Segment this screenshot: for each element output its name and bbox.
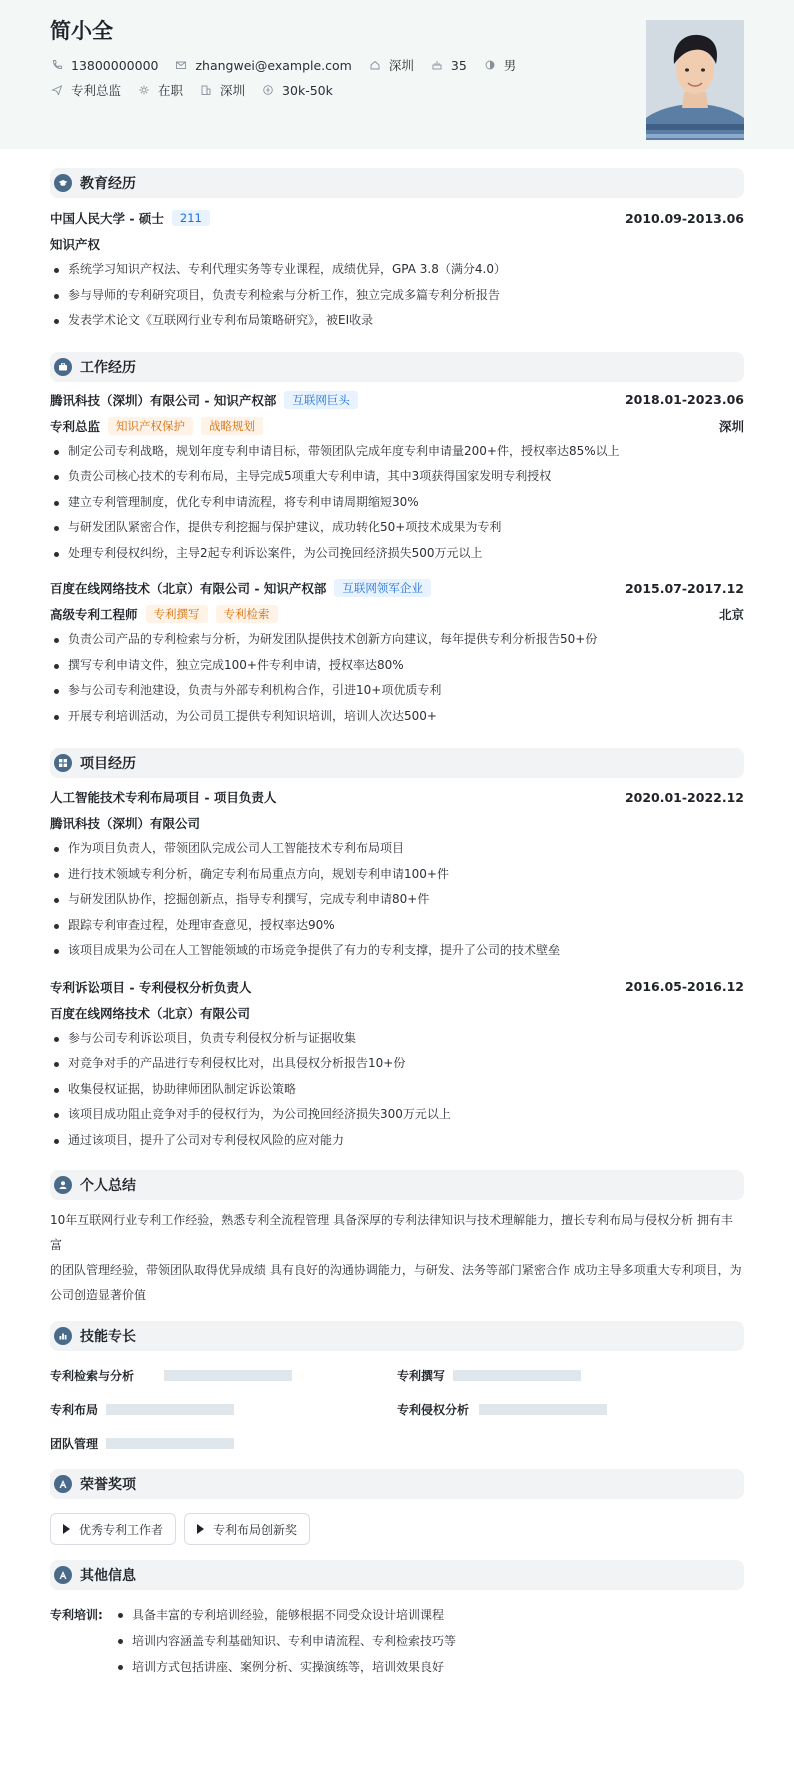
list-item: 对竞争对手的产品进行专利侵权比对，出具侵权分析报告10+份 [50,1051,744,1077]
avatar-photo [646,20,744,140]
gender-item [483,56,517,74]
award-chip [50,1513,176,1545]
project-bullets [50,836,744,964]
summary-section-title [50,1170,744,1200]
skills-section-title [50,1321,744,1351]
list-item: 处理专利侵权纠纷，主导2起专利诉讼案件，为公司挽回经济损失500万元以上 [50,541,744,567]
project-name: 人工智能技术专利布局项目 - 项目负责人 [50,790,277,805]
email-value: zhangwei@example.com [195,57,352,73]
project-company: 腾讯科技（深圳）有限公司 [50,816,201,831]
project-company: 百度在线网络技术（北京）有限公司 [50,1005,251,1021]
gear-icon [137,83,151,97]
salary-value: 30k-50k [282,82,333,98]
major [50,231,744,257]
other-bullets [114,1602,456,1680]
list-item: 参与公司专利池建设，负责与外部专利机构合作，引进10+项优质专利 [50,678,744,704]
job-role: 专利总监 [50,418,101,434]
job-date: 2018.01-2023.06 [624,392,744,407]
list-item: 系统学习知识产权法、专利代理实务等专业课程，成绩优异，GPA 3.8（满分4.0） [50,257,744,283]
skills-section [50,1321,744,1457]
major-label: 知识产权 [50,237,101,252]
mail-icon [174,58,188,72]
job-entry-head [50,575,744,601]
project-date: 2016.05-2016.12 [624,979,744,994]
section-title: 项目经历 [80,756,136,772]
skill-item [50,1429,397,1457]
age-value: 35 [450,57,467,73]
project-bullets [50,1026,744,1154]
project-date: 2020.01-2022.12 [624,789,744,805]
honors-section [50,1469,744,1545]
target-city-value: 深圳 [220,83,246,98]
skill-name: 专利撰写 [397,1368,446,1383]
job-role-line [50,601,744,627]
list-item: 与研发团队紧密合作，提供专利挖掘与保护建议，成功转化50+项技术成果为专利 [50,515,744,541]
status-item [137,81,183,99]
skill-item [50,1361,397,1389]
skill-level-bar [479,1404,607,1415]
cake-icon [430,58,444,72]
list-item: 收集侵权证据，协助律师团队制定诉讼策略 [50,1077,744,1103]
status-value: 在职 [158,83,184,98]
job-city: 北京 [718,607,744,622]
list-item: 发表学术论文《互联网行业专利布局策略研究》，被EI收录 [50,308,744,334]
company-tag: 互联网领军企业 [334,579,431,597]
other-section [50,1560,744,1680]
project-entry-head [50,784,744,810]
other-section-title [50,1560,744,1590]
target-city-item [199,81,245,99]
education-section-title [50,168,744,198]
skill-level-bar [106,1404,234,1415]
other-content [50,1590,744,1680]
skill-level-bar [164,1370,292,1381]
project-name: 专利诉讼项目 - 专利侵权分析负责人 [50,979,252,995]
section-title: 荣誉奖项 [80,1477,136,1493]
user-icon [54,1176,72,1194]
building-icon [199,83,213,97]
company-name: 腾讯科技（深圳）有限公司 - 知识产权部 [50,392,277,408]
list-item: 参与公司专利诉讼项目，负责专利侵权分析与证据收集 [50,1026,744,1052]
position-item [50,81,121,99]
award-label: 优秀专利工作者 [79,1522,164,1537]
phone-icon [50,58,64,72]
summary-line: 公司创造显著价值 [50,1288,147,1302]
list-item: 作为项目负责人，带领团队完成公司人工智能技术专利布局项目 [50,836,744,862]
company-tag: 互联网巨头 [284,391,358,409]
position-value: 专利总监 [71,83,122,98]
grid-icon [54,754,72,772]
gender-icon [483,58,497,72]
job-role-line [50,413,744,439]
award-icon [54,1475,72,1493]
list-item: 进行技术领域专利分析，确定专利布局重点方向，规划专利申请100+件 [50,862,744,888]
list-item: 具备丰富的专利培训经验，能够根据不同受众设计培训课程 [114,1602,456,1628]
skill-name: 专利侵权分析 [397,1402,470,1417]
coin-icon [261,83,275,97]
skill-name: 专利检索与分析 [50,1368,135,1383]
list-item: 与研发团队协作，挖掘创新点，指导专利撰写，完成专利申请80+件 [50,887,744,913]
school-name: 中国人民大学 - 硕士 [50,211,164,226]
list-item: 负责公司核心技术的专利布局，主导完成5项重大专利申请，其中3项获得国家发明专利授权 [50,464,744,490]
award-chip [184,1513,310,1545]
candidate-name: 简小全 [50,19,113,43]
skill-tag: 知识产权保护 [108,417,193,435]
play-icon [63,1524,70,1534]
work-section-title [50,352,744,382]
summary-line: 的团队管理经验，带领团队取得优异成绩 具有良好的沟通协调能力，与研发、法务等部门紧密合作 成功主导多项重大专利项目，为 [50,1263,742,1277]
skill-name: 专利布局 [50,1402,99,1417]
contact-row [50,56,744,74]
briefcase-icon [54,358,72,376]
list-item: 开展专利培训活动，为公司员工提供专利知识培训，培训人次达500+ [50,704,744,730]
list-item: 培训方式包括讲座、案例分析、实操演练等，培训效果良好 [114,1654,456,1680]
education-entry-head [50,205,744,231]
list-item: 制定公司专利战略，规划年度专利申请目标，带领团队完成年度专利申请量200+件，授权率达85%以上 [50,439,744,465]
company-name: 百度在线网络技术（北京）有限公司 - 知识产权部 [50,581,327,596]
skills-grid [50,1351,744,1457]
work-section [50,352,744,730]
play-icon [197,1524,204,1534]
skill-tag: 战略规划 [201,417,263,435]
skill-name: 团队管理 [50,1436,99,1451]
location-item [368,56,414,74]
skill-level-bar [453,1370,581,1381]
phone-value: 13800000000 [71,57,159,73]
phone-item [50,58,158,73]
home-icon [368,58,382,72]
list-item: 该项目成果为公司在人工智能领域的市场竞争提供了有力的专利支撑，提升了公司的技术壁垒 [50,938,744,964]
skill-item [50,1395,397,1423]
list-item: 通过该项目，提升了公司对专利侵权风险的应对能力 [50,1128,744,1154]
email-item [174,58,351,73]
job-date: 2015.07-2017.12 [624,580,744,596]
skill-item [397,1395,744,1423]
skill-item [397,1361,744,1389]
education-section [50,168,744,334]
honors-section-title [50,1469,744,1499]
school-tag: 211 [172,210,210,226]
list-item: 撰写专利申请文件，独立完成100+件专利申请，授权率达80% [50,653,744,679]
other-label: 专利培训: [50,1608,103,1622]
projects-section [50,748,744,1153]
education-bullets [50,257,744,334]
list-item: 培训内容涵盖专利基础知识、专利申请流程、专利检索技巧等 [114,1628,456,1654]
send-icon [50,83,64,97]
job-bullets [50,439,744,567]
projects-section-title [50,748,744,778]
list-item: 建立专利管理制度，优化专利申请流程，将专利申请周期缩短30% [50,490,744,516]
resume-header [0,0,794,149]
job-entry-head [50,387,744,413]
skill-tag: 专利检索 [216,605,278,623]
job-role: 高级专利工程师 [50,607,138,622]
award-label: 专利布局创新奖 [213,1522,298,1537]
section-title: 工作经历 [80,359,136,376]
job-bullets [50,627,744,729]
summary-section [50,1170,744,1308]
salary-item [261,83,333,98]
job-city: 深圳 [718,418,744,434]
section-title: 其他信息 [80,1568,136,1584]
skill-level-bar [106,1438,234,1449]
age-item [430,58,467,73]
letter-a-icon [54,1566,72,1584]
list-item: 跟踪专利审查过程，处理审查意见，授权率达90% [50,913,744,939]
education-date: 2010.09-2013.06 [624,210,744,226]
section-title: 教育经历 [80,176,136,192]
project-company-line [50,1000,744,1026]
job-row [50,81,744,99]
project-entry-head [50,974,744,1000]
project-company-line [50,810,744,836]
list-item: 参与导师的专利研究项目，负责专利检索与分析工作，独立完成多篇专利分析报告 [50,283,744,309]
chart-icon [54,1327,72,1345]
list-item: 负责公司产品的专利检索与分析，为研发团队提供技术创新方向建议，每年提供专利分析报告50+份 [50,627,744,653]
skill-tag: 专利撰写 [146,605,208,623]
location-value: 深圳 [388,58,414,73]
section-title: 技能专长 [80,1329,136,1345]
graduation-cap-icon [54,174,72,192]
list-item: 该项目成功阻止竞争对手的侵权行为，为公司挽回经济损失300万元以上 [50,1102,744,1128]
gender-value: 男 [503,58,517,73]
summary-text [50,1200,744,1308]
section-title: 个人总结 [80,1178,136,1194]
summary-line: 10年互联网行业专利工作经验，熟悉专利全流程管理 具备深厚的专利法律知识与技术理解能力，擅长专利布局与侵权分析 拥有丰富 [50,1213,733,1252]
awards-list [50,1499,744,1545]
